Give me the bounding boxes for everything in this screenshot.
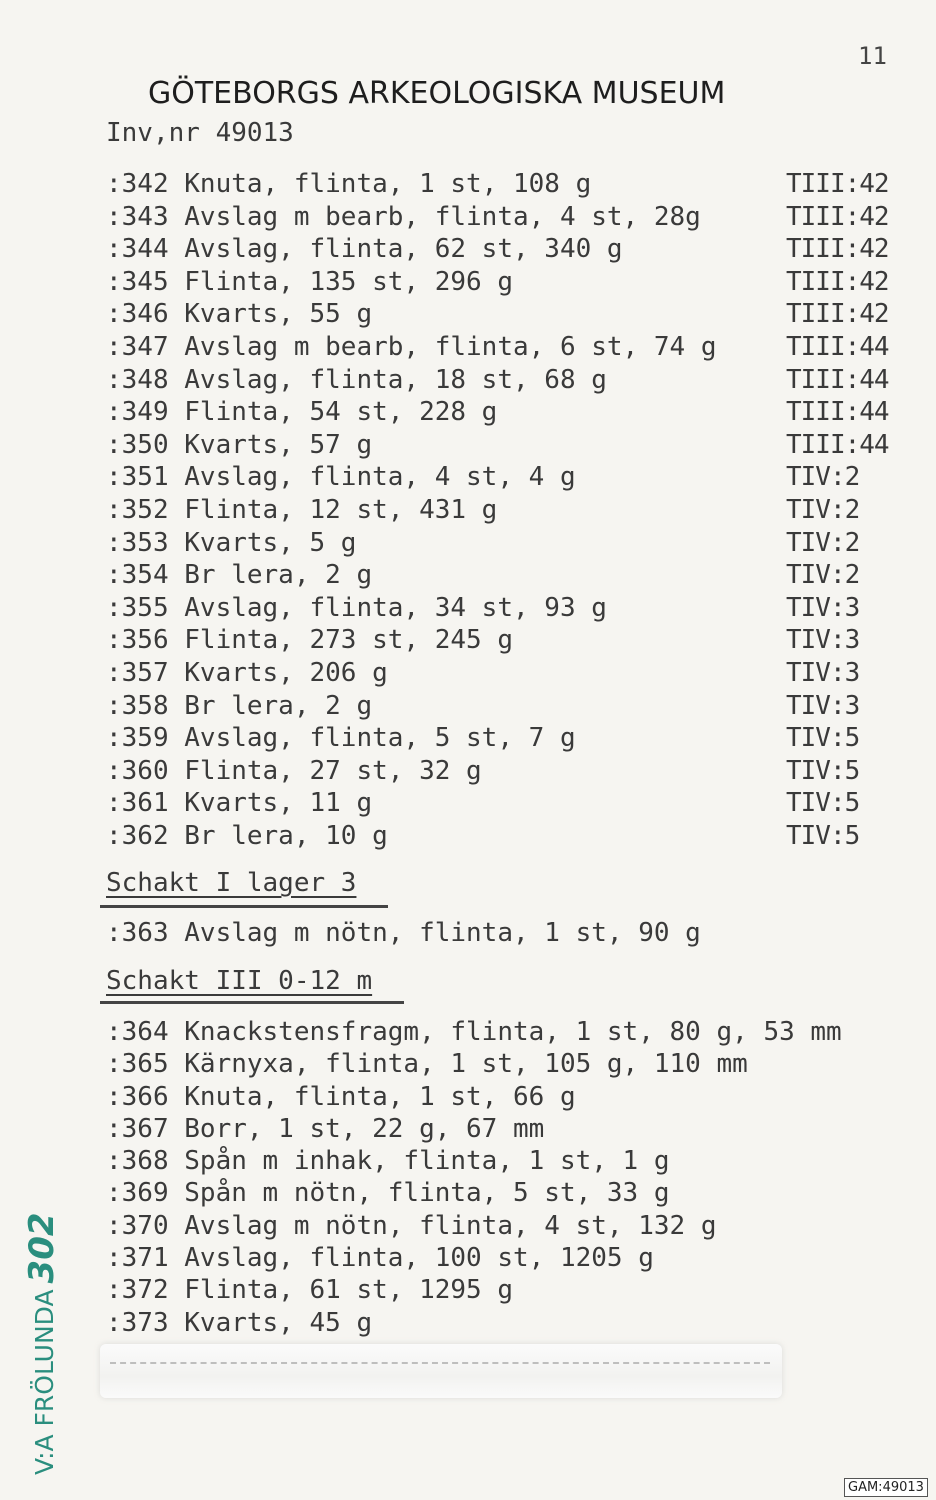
- entry-text: :352 Flinta, 12 st, 431 g: [106, 494, 498, 525]
- entry-code: TIII:44: [786, 364, 889, 395]
- entry-code: TIV:3: [786, 592, 860, 623]
- entry-code: TIII:42: [786, 234, 889, 265]
- list-item: [106, 201, 918, 234]
- list-item: [106, 1048, 936, 1080]
- list-item: [106, 461, 918, 494]
- entry-text: :346 Kvarts, 55 g: [106, 299, 373, 330]
- entry-code: TIII:42: [786, 266, 889, 297]
- list-item: [106, 1210, 936, 1242]
- entry-text: :354 Br lera, 2 g: [106, 560, 373, 591]
- correction-fluid-patch: [100, 1344, 782, 1398]
- list-item: [106, 168, 918, 201]
- list-item: [106, 527, 918, 560]
- entry-text: :353 Kvarts, 5 g: [106, 527, 357, 558]
- entry-code: TIII:44: [786, 397, 889, 428]
- list-item: [106, 494, 918, 527]
- entry-text: :365 Kärnyxa, flinta, 1 st, 105 g, 110 mm: [106, 1049, 748, 1080]
- list-item: [106, 298, 918, 331]
- list-item: [106, 1274, 936, 1306]
- entry-text: :351 Avslag, flinta, 4 st, 4 g: [106, 462, 576, 493]
- list-item: [106, 690, 918, 723]
- inventory-number: Inv,nr 49013: [106, 118, 294, 148]
- list-item: [106, 755, 918, 788]
- entry-text: :367 Borr, 1 st, 22 g, 67 mm: [106, 1113, 545, 1144]
- entry-code: TIV:3: [786, 690, 860, 721]
- page-number: 11: [858, 42, 887, 70]
- list-item: [106, 559, 918, 592]
- list-item: [106, 1242, 936, 1274]
- entry-code: TIV:2: [786, 560, 860, 591]
- list-item: [106, 396, 918, 429]
- stamp-place: V:A FRÖLUNDA: [30, 1289, 59, 1475]
- section-heading-schakt-iii: Schakt III 0-12 m: [106, 966, 373, 996]
- entry-text: :342 Knuta, flinta, 1 st, 108 g: [106, 169, 592, 199]
- entry-list-schakt-iii: [106, 1016, 936, 1339]
- list-item: [106, 1016, 936, 1048]
- section-rule: [100, 905, 388, 908]
- obscured-text-line: [110, 1362, 770, 1366]
- list-item: [106, 624, 918, 657]
- section-heading-schakt-i: Schakt I lager 3: [106, 868, 357, 898]
- entry-text: :364 Knackstensfragm, flinta, 1 st, 80 g, 53 mm: [106, 1017, 842, 1047]
- entry-text: :360 Flinta, 27 st, 32 g: [106, 755, 482, 786]
- list-item: [106, 1177, 936, 1209]
- entry-text: :349 Flinta, 54 st, 228 g: [106, 397, 498, 428]
- list-item: [106, 722, 918, 755]
- entry-code: TIV:5: [786, 755, 860, 786]
- list-item: [106, 1081, 936, 1113]
- entry-text: :343 Avslag m bearb, flinta, 4 st, 28g: [106, 201, 701, 232]
- stamp-number: 302: [22, 1212, 62, 1284]
- entry-code: TIII:42: [786, 201, 889, 232]
- entry-code: TIV:2: [786, 462, 860, 493]
- entry-text: :359 Avslag, flinta, 5 st, 7 g: [106, 723, 576, 754]
- location-stamp: [22, 1212, 62, 1475]
- entry-text: :347 Avslag m bearb, flinta, 6 st, 74 g: [106, 331, 717, 362]
- entry-code: TIII:42: [786, 299, 889, 330]
- entry-text: :370 Avslag m nötn, flinta, 4 st, 132 g: [106, 1210, 717, 1241]
- list-item: [106, 787, 918, 820]
- entry-text: :350 Kvarts, 57 g: [106, 429, 373, 460]
- list-item: [106, 331, 918, 364]
- entry-code: TIV:2: [786, 527, 860, 558]
- list-item: [106, 233, 918, 266]
- entry-text: :356 Flinta, 273 st, 245 g: [106, 625, 513, 656]
- entry-text: :361 Kvarts, 11 g: [106, 788, 373, 819]
- entry-code: TIV:5: [786, 723, 860, 754]
- list-item: [106, 364, 918, 397]
- entry-code: TIV:5: [786, 788, 860, 819]
- list-item: [106, 592, 918, 625]
- entry-text: :358 Br lera, 2 g: [106, 690, 373, 721]
- entry-text: :371 Avslag, flinta, 100 st, 1205 g: [106, 1243, 654, 1274]
- list-item: [106, 1113, 936, 1145]
- entry-code: TIII:42: [786, 169, 889, 199]
- catalog-id-label: GAM:49013: [844, 1478, 928, 1497]
- list-item: [106, 429, 918, 462]
- entry-text: :368 Spån m inhak, flinta, 1 st, 1 g: [106, 1146, 670, 1177]
- entry-code: TIII:44: [786, 429, 889, 460]
- entry-code: TIV:3: [786, 657, 860, 688]
- entry-text: :345 Flinta, 135 st, 296 g: [106, 266, 513, 297]
- entry-code: TIII:44: [786, 331, 889, 362]
- list-item: [106, 1307, 936, 1339]
- entry-text: :366 Knuta, flinta, 1 st, 66 g: [106, 1081, 576, 1112]
- section-rule: [100, 1001, 404, 1004]
- entry-text: :344 Avslag, flinta, 62 st, 340 g: [106, 234, 623, 265]
- entry-code: TIV:5: [786, 820, 860, 851]
- entry-text: :357 Kvarts, 206 g: [106, 657, 388, 688]
- entry-text: :372 Flinta, 61 st, 1295 g: [106, 1275, 513, 1306]
- entry-code: TIV:2: [786, 494, 860, 525]
- entry-text: :348 Avslag, flinta, 18 st, 68 g: [106, 364, 607, 395]
- list-item: [106, 266, 918, 299]
- entry-code: TIV:3: [786, 625, 860, 656]
- entry-text: :373 Kvarts, 45 g: [106, 1307, 373, 1338]
- list-item: [106, 820, 918, 853]
- entry-list-tiii-tiv: [106, 168, 918, 852]
- entry-text: :362 Br lera, 10 g: [106, 820, 388, 851]
- list-item: [106, 1145, 936, 1177]
- entry-text: :369 Spån m nötn, flinta, 5 st, 33 g: [106, 1178, 670, 1209]
- museum-header: GÖTEBORGS ARKEOLOGISKA MUSEUM: [148, 76, 726, 111]
- entry-text: :355 Avslag, flinta, 34 st, 93 g: [106, 592, 607, 623]
- list-item: [106, 657, 918, 690]
- entry-363: :363 Avslag m nötn, flinta, 1 st, 90 g: [106, 918, 701, 948]
